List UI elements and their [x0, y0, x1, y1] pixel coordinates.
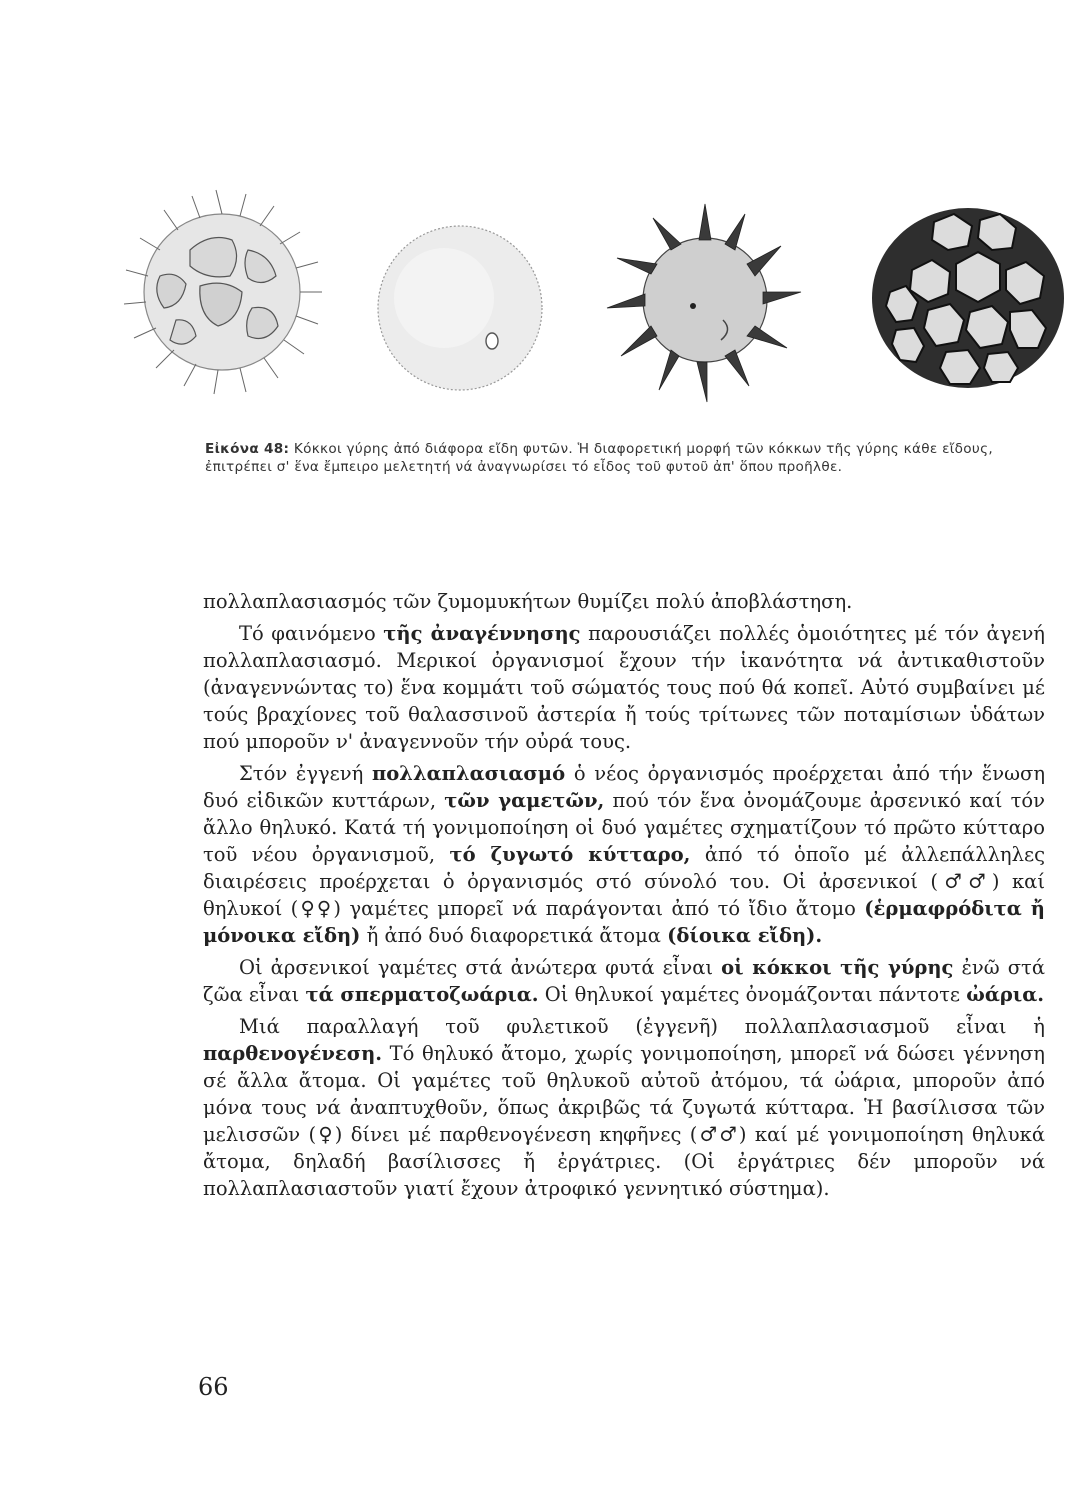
page-number: 66	[198, 1373, 229, 1401]
p4-term-pollen: οἱ κόκκοι τῆς γύρης	[721, 956, 954, 979]
p3-s1: Στόν ἐγγενή	[239, 762, 364, 785]
paragraph-3	[203, 760, 1045, 949]
p4-s2: ἐνῶ στά ζῶα εἶναι	[203, 956, 1046, 1006]
figure-caption-text: Κόκκοι γύρης ἀπό διάφορα εἴδη φυτῶν. Ἡ διαφορετική μορφή τῶν κόκκων τῆς γύρης κάθε εἴδους, ἐπιτρέπει σ' ἕνα ἔμπειρο μελετητή νά ἀναγνωρίσει τό εἶδος τοῦ φυτοῦ ἀπ' ὅπου προῆλθε.	[205, 441, 993, 475]
pollen-grain-honeycomb	[860, 180, 1075, 410]
figure-caption	[205, 440, 1050, 476]
pollen-grain-smooth-sphere	[370, 180, 550, 410]
pollen-grain-spiny-cells	[120, 180, 325, 410]
p3-term-zygote: τό ζυγωτό κύτταρο,	[449, 843, 691, 866]
figure-48	[120, 180, 1080, 420]
p5-term-parthenogenesis: παρθενογένεση.	[203, 1042, 383, 1065]
p2-s1: Τό φαινόμενο	[239, 622, 376, 645]
p4-term-sperm: τά σπερματοζωάρια.	[305, 983, 539, 1006]
body-text	[203, 588, 1045, 1207]
pollen-grain-spiked-ball	[595, 180, 810, 415]
p2-term-regeneration: τῆς ἀναγέννησης	[383, 622, 581, 645]
p3-s4: ἀπό τό ὁποῖο μέ ἀλλεπάλληλες διαιρέσεις προέρχεται ὁ ὀργανισμός στό σύνολό του. Οἱ ἀρσενικοί (♂♂) καί θηλυκοί (♀♀) γαμέτες μπορεῖ νά παράγονται ἀπό τό ἴδιο ἄτομο	[203, 843, 1046, 920]
p4-term-ova: ὠάρια.	[966, 983, 1045, 1006]
p3-term-multiplication: πολλαπλασιασμό	[372, 762, 566, 785]
p4-s1: Οἱ ἀρσενικοί γαμέτες στά ἀνώτερα φυτά εἶναι	[239, 956, 714, 979]
p3-s3: πού τόν ἕνα ὀνομάζουμε ἀρσενικό καί τόν ἄλλο θηλυκό. Κατά τή γονιμοποίηση οἱ δυό γαμέτες σχηματίζουν τό πρῶτο κύτταρο τοῦ νέου ὀργανισμοῦ,	[203, 789, 1045, 866]
paragraph-1	[203, 588, 1045, 615]
paragraph-5	[203, 1013, 1045, 1202]
p4-s3: Οἱ θηλυκοί γαμέτες ὀνομάζονται πάντοτε	[544, 983, 961, 1006]
p3-term-hermaphrodite: (ἑρμαφρόδιτα ἤ μόνοικα εἴδη)	[203, 897, 1045, 947]
p5-s2: Τό θηλυκό ἄτομο, χωρίς γονιμοποίηση, μπορεῖ νά δώσει γέννηση σέ ἄλλα ἄτομα. Οἱ γαμέτες τοῦ θηλυκοῦ αὐτοῦ ἀτόμου, τά ὠάρια, μποροῦν ἀπό μόνα τους νά ἀναπτυχθοῦν, ὅπως ἀκριβῶς τά ζυγωτά κύτταρα. Ἡ βασίλισσα τῶν μελισσῶν (♀) δίνει μέ παρθενογένεση κηφῆνες (♂♂) καί μέ γονιμοποίηση θηλυκά ἄτομα, δηλαδή βασίλισσες ἤ ἐργάτριες. (Οἱ ἐργάτριες δέν μποροῦν νά πολλαπλασιαστοῦν γιατί ἔχουν ἀτροφικό γεννητικό σύστημα).	[203, 1042, 1045, 1200]
p3-s2: ὁ νέος ὀργανισμός προέρχεται ἀπό τήν ἕνωση δυό εἰδικῶν κυττάρων,	[203, 762, 1046, 812]
p3-s5: ἤ ἀπό δυό διαφορετικά ἄτομα	[366, 924, 661, 947]
figure-label: Εἰκόνα 48:	[205, 441, 290, 457]
p3-term-gametes: τῶν γαμετῶν,	[444, 789, 605, 812]
paragraph-4	[203, 954, 1045, 1008]
p3-term-dioecious: (δίοικα εἴδη).	[667, 924, 823, 947]
paragraph-2	[203, 620, 1045, 755]
p2-s2: παρουσιάζει πολλές ὁμοιότητες μέ τόν ἀγενή πολλαπλασιασμό. Μερικοί ὀργανισμοί ἔχουν τήν ἱκανότητα νά ἀντικαθιστοῦν (ἀναγεννώντας το) ἕνα κομμάτι τοῦ σώματός τους πού θά κοπεῖ. Αὐτό συμβαίνει μέ τούς βραχίονες τοῦ θαλασσινοῦ ἀστερία ἤ τούς τρίτωνες τῶν ποταμίσιων ὑδάτων πού μποροῦν ν' ἀναγεννοῦν τήν οὐρά τους.	[203, 622, 1045, 753]
p1-text: πολλαπλασιασμός τῶν ζυμομυκήτων θυμίζει πολύ ἀποβλάστηση.	[203, 590, 853, 613]
p5-s1: Μιά παραλλαγή τοῦ φυλετικοῦ (ἐγγενῆ) πολλαπλασιασμοῦ εἶναι ἡ	[239, 1015, 1045, 1038]
